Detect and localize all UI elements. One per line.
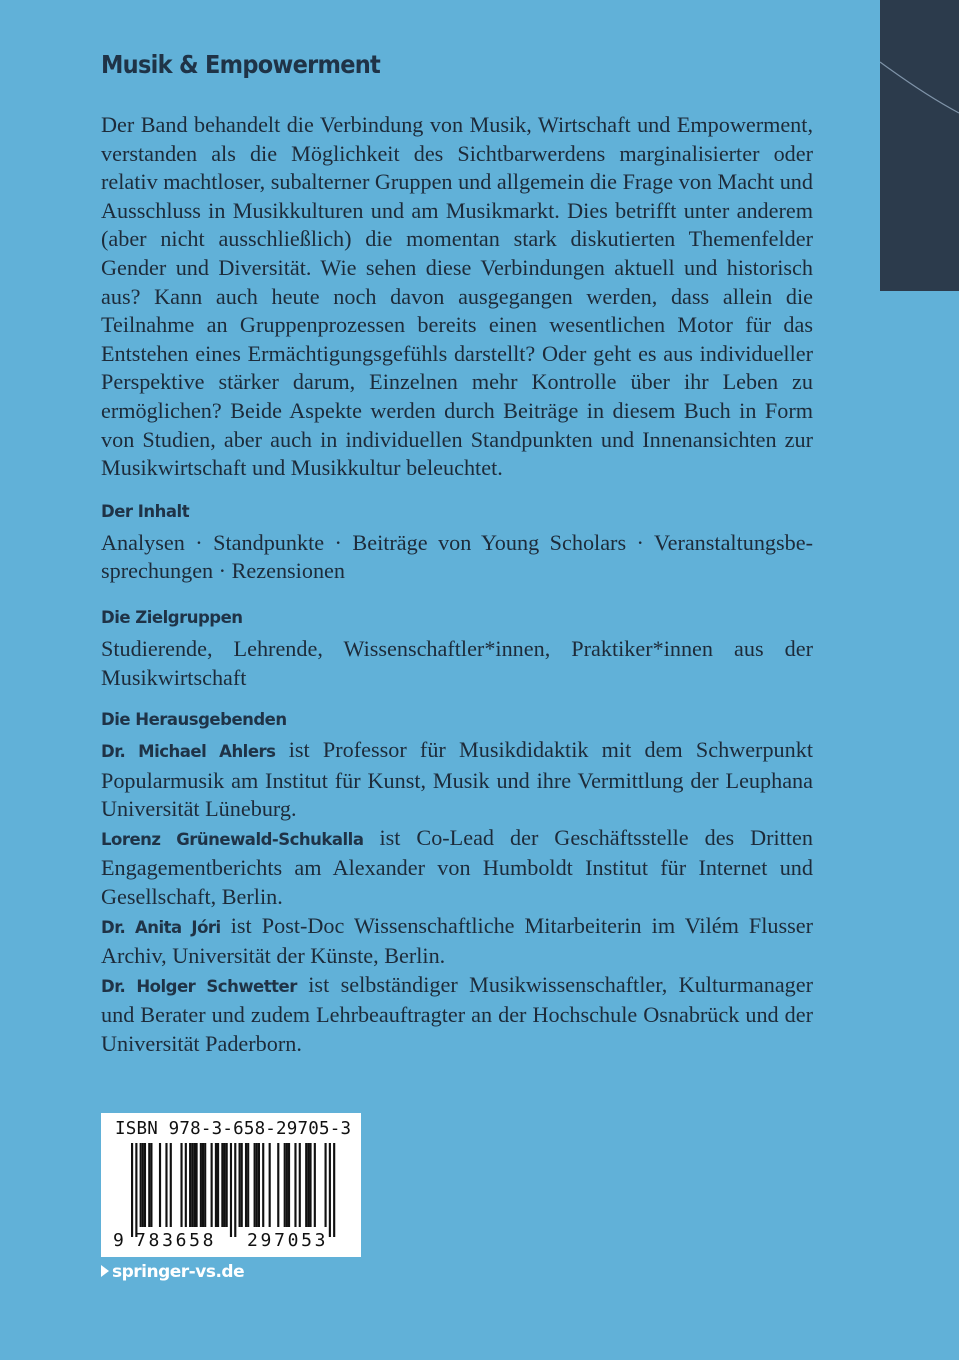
barcode-bar <box>329 1143 331 1237</box>
publisher-link[interactable] <box>101 1262 244 1282</box>
barcode-bar <box>294 1143 296 1227</box>
barcode-bar <box>284 1143 286 1227</box>
barcode-bar <box>215 1143 217 1227</box>
editor-name: Dr. Michael Ahlers <box>101 742 276 762</box>
barcode-bar <box>131 1143 133 1237</box>
barcode-bar <box>262 1143 264 1227</box>
barcode-bar <box>189 1143 191 1227</box>
barcode-bar <box>239 1143 241 1227</box>
intro-paragraph: Der Band behandelt die Verbindung von Musik, Wirtschaft und Empowerment, verstanden als die Möglichkeit des Sichtbarwerdens marginalisierter oder relativ machtloser, subalterner Gruppen und allgemein die Frage von Macht und Ausschluss in Musikkulturen und am Musikmarkt. Dies betrifft unter anderem (aber nicht ausschließlich) die momentan stark diskutierten Themenfelder Gender und Diversität. Wie sehen diese Verbindungen aktuell und historisch aus? Kann auch heute noch davon ausgegangen werden, dass allein die Teilnahme an Gruppenprozessen bereits einen wesentlichen Motor für das Entstehen eines Ermächtigungsgefühls darstellt? Oder geht es aus individueller Perspektive stärker darum, Einzelnen mehr Kontrolle über ihr Leben zu ermöglichen? Beide Aspekte werden durch Beiträge in diesem Buch in Form von Studien, aber auch in individuellen Standpunkten und Innenansichten zur Musikwirtschaft und Musikkultur beleuchtet. <box>101 112 813 481</box>
barcode-bar <box>148 1143 150 1227</box>
barcode-bar <box>277 1143 279 1227</box>
editor-bio: ist selbständiger Musikwissenschaftler, Kulturmanager und Berater und zudem Lehrbeauftragter an der Hochschule Osnabrück und der Universität Paderborn. <box>101 971 813 1057</box>
editor-name: Dr. Holger Schwetter <box>101 976 297 996</box>
curve-decoration <box>880 0 959 291</box>
barcode-bar <box>191 1143 193 1227</box>
section-herausgebende <box>101 709 813 1059</box>
isbn-label: ISBN 978-3-658-29705-3 <box>115 1119 352 1139</box>
barcode-bar <box>226 1143 228 1227</box>
barcode-bar <box>299 1143 301 1227</box>
barcode-digit-lead: 9 <box>113 1230 124 1251</box>
barcode-bar <box>223 1143 225 1227</box>
editor-name: Lorenz Grünewald-Schukalla <box>101 829 364 849</box>
section-heading: Der Inhalt <box>101 501 190 521</box>
barcode-bar <box>217 1143 219 1227</box>
barcode-bar <box>135 1143 137 1237</box>
editors-list <box>101 736 813 1059</box>
barcode-bar <box>309 1143 311 1227</box>
barcode-bar <box>234 1143 236 1237</box>
section-heading: Die Zielgruppen <box>101 607 243 627</box>
section-inhalt <box>101 501 813 586</box>
barcode-bar <box>256 1143 258 1227</box>
barcode-bar <box>204 1143 206 1227</box>
barcode-bar <box>245 1143 247 1227</box>
barcode-bar <box>288 1143 290 1227</box>
section-body: Analysen · Standpunkte · Beiträge von Young Scholars · Veranstaltungsbesprechungen · Rezensionen <box>101 529 813 584</box>
back-cover-content <box>101 44 813 1059</box>
book-title: Musik & Empowerment <box>101 50 381 79</box>
barcode-bar <box>269 1143 271 1227</box>
barcode-bar <box>202 1143 204 1227</box>
editor-entry <box>101 971 813 1059</box>
barcode-digits-right: 297053 <box>247 1230 329 1251</box>
barcode-bar <box>193 1143 195 1227</box>
section-zielgruppen <box>101 607 813 692</box>
barcode-bar <box>170 1143 172 1227</box>
barcode-bar <box>142 1143 144 1227</box>
barcode-bar <box>241 1143 243 1227</box>
barcode-bar <box>211 1143 213 1227</box>
barcode-bar <box>247 1143 249 1227</box>
section-body: Studierende, Lehrende, Wissenschaftler*innen, Praktiker*innen aus der Musikwirtschaft <box>101 635 813 690</box>
isbn-barcode <box>101 1113 361 1257</box>
barcode-bar <box>305 1143 307 1227</box>
barcode-bar <box>258 1143 260 1227</box>
barcode-bar <box>307 1143 309 1227</box>
arrow-right-icon <box>101 1265 109 1277</box>
barcode-digits <box>113 1230 328 1251</box>
barcode-digits-left: 783658 <box>135 1230 217 1251</box>
editor-entry <box>101 824 813 912</box>
barcode-bar <box>325 1143 327 1227</box>
barcode-bar <box>180 1143 182 1227</box>
barcode-bar <box>144 1143 146 1227</box>
barcode-bar <box>150 1143 152 1227</box>
barcode-bar <box>286 1143 288 1227</box>
barcode-bar <box>230 1143 232 1237</box>
barcode-bar <box>254 1143 256 1227</box>
editor-entry <box>101 736 813 824</box>
barcode-bar <box>196 1143 198 1227</box>
editor-entry <box>101 912 813 971</box>
barcode-bar <box>221 1143 223 1227</box>
barcode-bar <box>200 1143 202 1227</box>
barcode-bar <box>185 1143 187 1227</box>
barcode-bar <box>333 1143 335 1237</box>
barcode-bar <box>165 1143 167 1227</box>
section-heading: Die Herausgebenden <box>101 710 287 730</box>
editor-bio: ist Co-Lead der Geschäftsstelle des Dritten Engagementberichts am Alexander von Humboldt Institut für Internet und Gesellschaft, Berlin. <box>101 824 813 910</box>
editor-name: Dr. Anita Jóri <box>101 917 221 937</box>
barcode-bar <box>314 1143 316 1227</box>
editor-bio: ist Post-Doc Wissenschaftliche Mitarbeiterin im Vilém Flusser Archiv, Universität der Künste, Berlin. <box>101 912 813 969</box>
editor-bio: ist Professor für Musikdidaktik mit dem Schwerpunkt Popularmusik am Institut für Kunst, Musik und ihre Vermittlung der Leuphana Universität Lüneburg. <box>101 737 813 822</box>
corner-tab <box>880 0 959 291</box>
barcode-bar <box>159 1143 161 1227</box>
barcode-bar <box>140 1143 142 1227</box>
publisher-url: springer-vs.de <box>112 1262 245 1282</box>
